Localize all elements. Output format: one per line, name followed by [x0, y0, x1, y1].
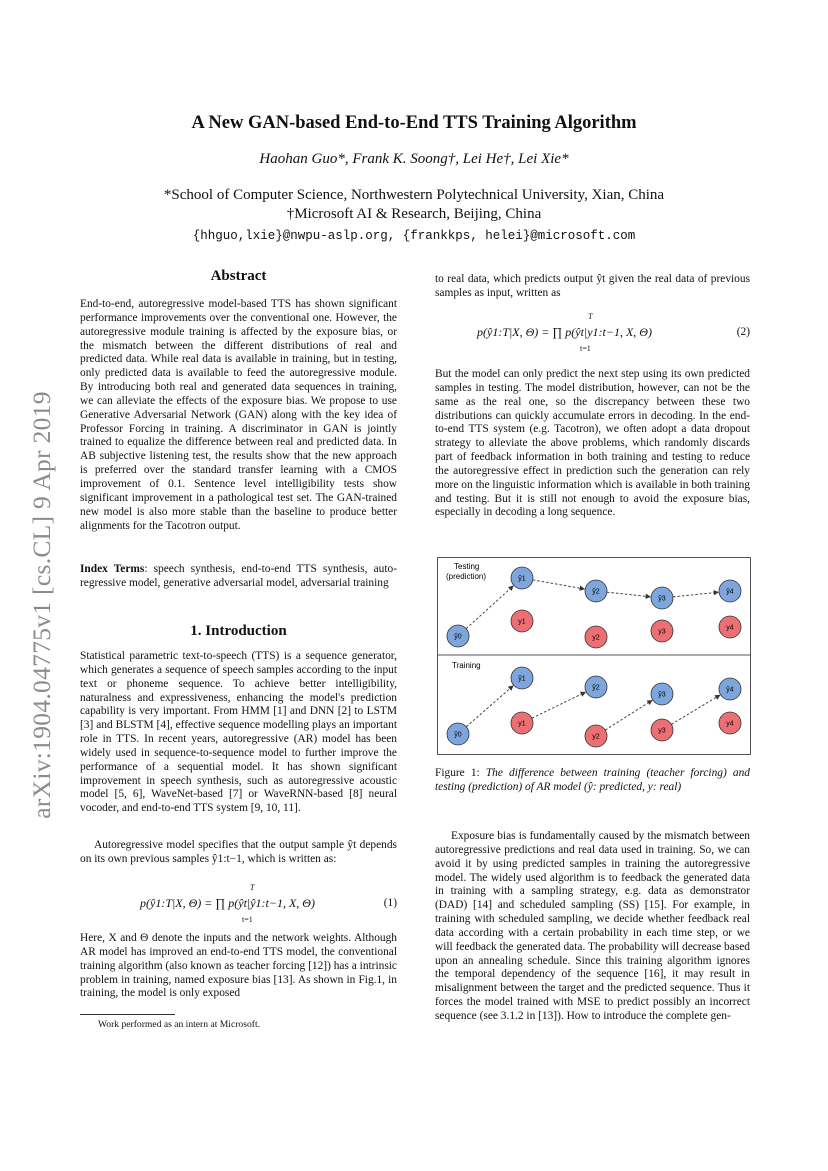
test-node-y0-label: ŷ0	[454, 633, 462, 641]
test-pred-node-1-label: ŷ1	[518, 575, 526, 583]
train-pred-node-4	[719, 678, 741, 700]
affiliation-1: *School of Computer Science, Northwestern Polytechnical University, Xian, China	[163, 187, 665, 203]
index-terms	[80, 563, 397, 591]
test-edge-0	[466, 586, 513, 629]
training-label: Training	[452, 661, 481, 670]
train-node-y0	[447, 723, 469, 745]
test-pred-node-3-label: ŷ3	[658, 595, 666, 603]
train-real-node-3	[651, 719, 673, 741]
train-real-node-1-label: y1	[518, 720, 526, 728]
index-terms-text: : speech synthesis, end-to-end TTS synthesis, auto-regressive model, generative adversarial model, adversarial training	[80, 563, 397, 589]
eq1-lower: t=1	[242, 915, 253, 924]
eq2-upper: T	[588, 312, 593, 321]
footnote-rule	[80, 1014, 175, 1015]
test-edge-1	[533, 580, 584, 589]
test-real-node-2-label: y2	[592, 634, 600, 642]
figure-1-caption	[435, 767, 750, 795]
train-pred-node-4-label: ŷ4	[726, 686, 734, 694]
abstract-heading: Abstract	[210, 268, 267, 284]
train-real-node-4-label: y4	[726, 720, 734, 728]
figure-caption-label: Figure 1:	[435, 767, 480, 779]
test-real-node-3	[651, 620, 673, 642]
test-real-node-4-label: y4	[726, 624, 734, 632]
arxiv-side-label: arXiv:1904.04775v1 [cs.CL] 9 Apr 2019	[27, 391, 56, 819]
intro-paragraph-1: Statistical parametric text-to-speech (TTS) is a sequence generator, which generates a sequence of speech samples according to the input text or phoneme sequence. To achieve better intelligibility, naturalness and expressiveness, enhancing the model's prediction capability is very important. From HMM [1] and DNN [2] to LSTM [3] and BLSTM [4], effective sequence modelling plays an important role in TTS. In recent years, autoregressive (AR) model has been widely used in sequence-to-sequence model to further improve the performance of a sequential model. It has shown significant improvement in speech synthesis, such as autoregressive acoustic model [5, 6], WaveNet-based [7] or WaveRNN-based [8] neural vocoder, and end-to-end TTS system [9, 10, 11].	[80, 650, 397, 815]
paper-title: A New GAN-based End-to-End TTS Training Algorithm	[191, 113, 637, 133]
eq1-body: p(ŷ1:T|X, Θ) = ∏ p(ŷt|ŷ1:t−1, X, Θ)	[140, 896, 315, 910]
train-edge-0	[466, 686, 513, 727]
test-real-node-2	[585, 626, 607, 648]
right-paragraph-3: Exposure bias is fundamentally caused by the mismatch between autoregressive predictions and real data used in training. So, we can avoid it by using predicted samples in training the autoregressive model. The widely used algorithm is to feedback the generated data in training with a sampling strategy, e.g. data as demonstrator (DAD) [14] and scheduled sampling (SS) [15]. For example, in training with scheduled sampling, we decide whether feedback real data according with a certain probability in each time step, or we will feedback the generated data. The probability will decrease based upon an annealing schedule. Since this training algorithm ignores the temporal dependency of the sequence [16], it may result in misalignment between the target and the predicted sequence. Thus it forces the model trained with MSE to predict possibly an incorrect sequence (see 3.1.2 in [13]). How to introduce the complete gen-	[435, 830, 750, 1022]
train-real-node-2-label: y2	[592, 733, 600, 741]
emails: {hhguo,lxie}@nwpu-aslp.org, {frankkps, helei}@microsoft.com	[192, 229, 636, 243]
test-pred-node-4	[719, 580, 741, 602]
train-pred-node-2	[585, 676, 607, 698]
train-real-node-1	[511, 712, 533, 734]
authors: Haohan Guo*, Frank K. Soong†, Lei He†, Lei Xie*	[259, 151, 569, 167]
abstract-text: End-to-end, autoregressive model-based TTS has shown significant performance improvements over the conventional one. However, the autoregressive module training is affected by the exposure bias, or the mismatch between the different distributions of real and predicted data. While real data is available in training, but in testing, only predicted data is available to feed the autoregressive module. By introducing both real and generated data sequences in training, we can alleviate the effects of the exposure bias. We propose to use Generative Adversarial Network (GAN) along with the key idea of Professor Forcing in training. A discriminator in GAN is jointly trained to equalize the difference between real and predicted data. In AB subjective listening test, the results show that the new approach is preferred over the standard transfer learning with a CMOS improvement of 0.1. Sentence level intelligibility tests show significant improvement in a pathological test set. The GAN-trained new model is also more stable than the baseline to produce better alignments for the Tacotron output.	[80, 298, 397, 532]
test-pred-node-2-label: ŷ2	[592, 588, 600, 596]
train-pred-node-3-label: ŷ3	[658, 691, 666, 699]
test-edge-3	[673, 592, 718, 597]
train-pred-node-2-label: ŷ2	[592, 684, 600, 692]
intro-paragraph-2: Autoregressive model specifies that the output sample ŷt depends on its own previous samples ŷ1:t−1, which is written as:	[80, 839, 397, 865]
test-pred-node-3	[651, 587, 673, 609]
train-pred-node-1	[511, 667, 533, 689]
train-pred-node-3	[651, 683, 673, 705]
figure-caption-text: The difference between training (teacher forcing) and testing (prediction) of AR model (ŷ: predicted, y: real)	[435, 767, 750, 793]
test-real-node-1	[511, 610, 533, 632]
testing-label-1: Testing	[454, 562, 480, 571]
train-pred-node-1-label: ŷ1	[518, 675, 526, 683]
train-edge-2	[605, 700, 652, 730]
affiliation-2: †Microsoft AI & Research, Beijing, China	[286, 206, 542, 222]
intro-paragraph-3: Here, X and Θ denote the inputs and the network weights. Although AR model has improved an end-to-end TTS model, the conventional training algorithm (also known as teacher forcing [12]) has a intrinsic problem in training, named exposure bias [13]. As shown in Fig.1, in training, the model is only exposed	[80, 932, 397, 1000]
testing-label-2: (prediction)	[446, 572, 487, 581]
test-real-node-4	[719, 616, 741, 638]
test-real-node-3-label: y3	[658, 628, 666, 636]
train-edge-1	[532, 692, 585, 718]
test-real-node-1-label: y1	[518, 618, 526, 626]
train-edge-3	[671, 695, 719, 724]
test-edge-2	[607, 592, 650, 597]
index-terms-label: Index Terms	[80, 563, 145, 575]
intro-heading: 1. Introduction	[190, 623, 287, 639]
train-real-node-3-label: y3	[658, 727, 666, 735]
right-paragraph-1: to real data, which predicts output ŷt given the real data of previous samples as input, written as	[435, 273, 750, 299]
eq1-upper: T	[250, 883, 255, 892]
test-pred-node-4-label: ŷ4	[726, 588, 734, 596]
eq2-body: p(ŷ1:T|X, Θ) = ∏ p(ŷt|y1:t−1, X, Θ)	[477, 325, 652, 339]
eq1-number: (1)	[383, 897, 397, 909]
equation-1	[80, 883, 397, 926]
figure-1	[437, 557, 751, 755]
train-node-y0-label: ŷ0	[454, 731, 462, 739]
footnote: Work performed as an intern at Microsoft.	[98, 1019, 261, 1030]
train-real-node-2	[585, 725, 607, 747]
equation-2	[435, 312, 750, 355]
test-pred-node-2	[585, 580, 607, 602]
right-paragraph-2: But the model can only predict the next step using its own predicted samples in testing. The model distribution, however, can not be the same as the real one, so the discrepancy between these two distributions can quickly accumulate errors in decoding. In the end-to-end TTS system (e.g. Tacotron), we often adopt a data dropout strategy to alleviate the above problems, which randomly discards part of feedback information in both training and testing to reduce the autoregressive effect in prediction such the generation can rely more on the linguistic information which is available in both training and testing. But it is still not enough to avoid the exposure bias, especially in decoding a long sequence.	[435, 368, 750, 519]
train-real-node-4	[719, 712, 741, 734]
test-node-y0	[447, 625, 469, 647]
figure-1-diagram	[438, 558, 750, 754]
test-pred-node-1	[511, 567, 533, 589]
eq2-lower: t=1	[580, 344, 591, 353]
eq2-number: (2)	[736, 326, 750, 338]
